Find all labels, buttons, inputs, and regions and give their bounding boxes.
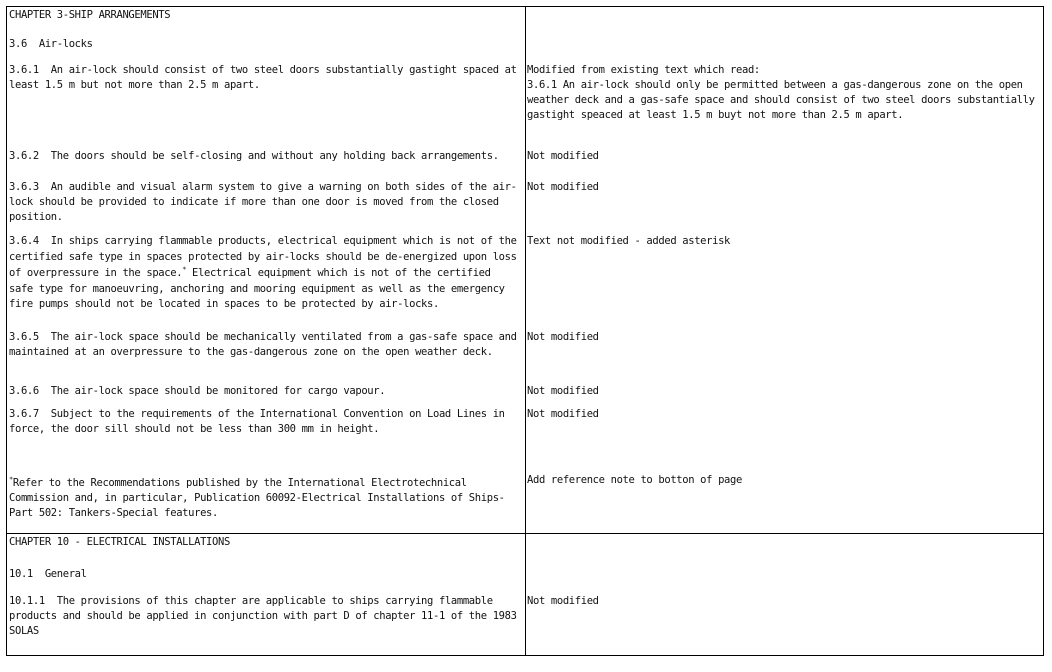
clause-3-6-1-line: least 1.5 m but not more than 2.5 m apart.	[9, 79, 260, 91]
clause-3-6-5-line: 3.6.5 The air-lock space should be mechanically ventilated from a gas-safe space and	[9, 331, 517, 343]
clause-3-6-3-line: 3.6.3 An audible and visual alarm system to give a warning on both sides of the air-	[9, 181, 517, 193]
comment-10-1-1: Not modified	[527, 595, 599, 607]
footnote-text: Refer to the Recommendations published by the International Electrotechnical	[12, 477, 467, 489]
comment-footnote: Add reference note to botton of page	[527, 474, 742, 486]
clause-10-1-1-line: 10.1.1 The provisions of this chapter are applicable to ships carrying flammable	[9, 595, 493, 607]
comment-3-6-1-line: gastight speaced at least 1.5 m buyt not more than 2.5 m apart.	[527, 109, 904, 121]
section-divider	[6, 533, 1044, 534]
asterisk-marker: *	[182, 265, 187, 274]
clause-3-6-7-line: 3.6.7 Subject to the requirements of the International Convention on Load Lines in	[9, 408, 505, 420]
subsection-10-1-heading: 10.1 General	[9, 568, 87, 580]
clause-3-6-4-text: of overpressure in the space.	[9, 267, 183, 279]
clause-3-6-7-line: force, the door sill should not be less than 300 mm in height.	[9, 423, 380, 435]
subsection-3-6-heading: 3.6 Air-locks	[9, 38, 93, 50]
clause-3-6-4-line: safe type for manoeuvring, anchoring and mooring equipment as well as the emergency	[9, 283, 505, 295]
clause-10-1-1-line: products and should be applied in conjunction with part D of chapter 11-1 of the 1983	[9, 610, 517, 622]
clause-3-6-4-text: Electrical equipment which is not of the certified	[186, 267, 491, 279]
comment-3-6-1-line: weather deck and a gas-safe space and should consist of two steel doors substantially	[527, 94, 1035, 106]
comment-3-6-6: Not modified	[527, 385, 599, 397]
clause-3-6-2-line: 3.6.2 The doors should be self-closing and without any holding back arrangements.	[9, 150, 499, 162]
clause-3-6-4-line: fire pumps should not be located in spaces to be protected by air-locks.	[9, 298, 439, 310]
clause-3-6-3-line: position.	[9, 211, 63, 223]
chapter-10-heading: CHAPTER 10 - ELECTRICAL INSTALLATIONS	[9, 536, 230, 548]
comment-3-6-1-line: Modified from existing text which read:	[527, 64, 760, 76]
clause-10-1-1-line: SOLAS	[9, 625, 39, 637]
comment-3-6-1-line: 3.6.1 An air-lock should only be permitted between a gas-dangerous zone on the open	[527, 79, 1023, 91]
clause-3-6-3-line: lock should be provided to indicate if more than one door is moved from the closed	[9, 196, 499, 208]
footnote-line: Commission and, in particular, Publication 60092-Electrical Installations of Ships-	[9, 492, 505, 504]
comment-3-6-3: Not modified	[527, 181, 599, 193]
comment-3-6-7: Not modified	[527, 408, 599, 420]
column-divider	[525, 6, 526, 656]
footnote-line	[9, 476, 467, 491]
comment-3-6-5: Not modified	[527, 331, 599, 343]
clause-3-6-1-line: 3.6.1 An air-lock should consist of two steel doors substantially gastight spaced at	[9, 64, 517, 76]
clause-3-6-4-line: certified safe type in spaces protected by air-locks should be de-energized upon loss	[9, 251, 517, 263]
clause-3-6-4-line: 3.6.4 In ships carrying flammable products, electrical equipment which is not of the	[9, 235, 517, 247]
footnote-line: Part 502: Tankers-Special features.	[9, 507, 219, 519]
clause-3-6-6-line: 3.6.6 The air-lock space should be monitored for cargo vapour.	[9, 385, 386, 397]
clause-3-6-5-line: maintained at an overpressure to the gas-dangerous zone on the open weather deck.	[9, 346, 493, 358]
footnote-marker: *	[9, 475, 13, 484]
comment-3-6-2: Not modified	[527, 150, 599, 162]
comment-3-6-4: Text not modified - added asterisk	[527, 235, 731, 247]
clause-3-6-4-line	[9, 266, 491, 281]
chapter-3-heading: CHAPTER 3-SHIP ARRANGEMENTS	[9, 9, 171, 21]
